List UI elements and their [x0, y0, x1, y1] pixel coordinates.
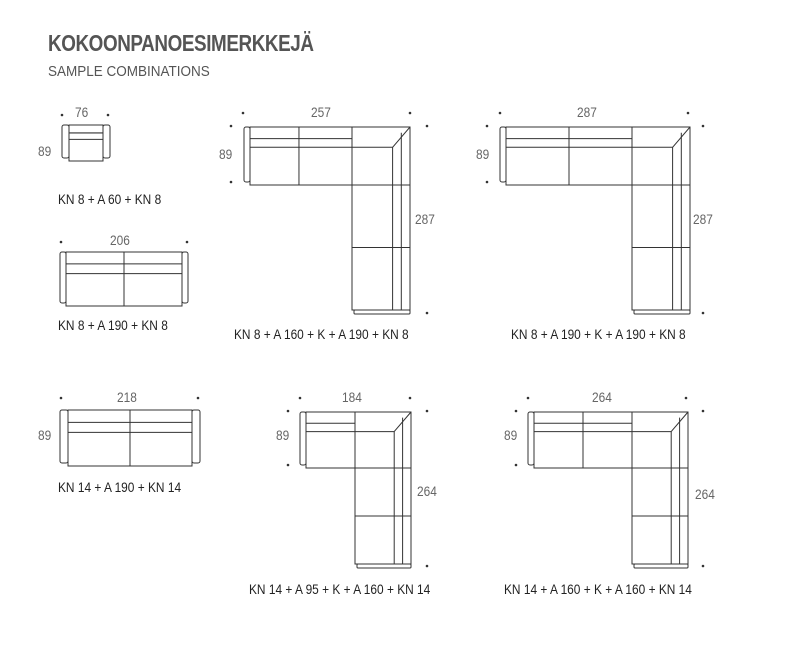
dimension-dot [299, 397, 302, 400]
dimension-dot [287, 464, 290, 467]
armrest [634, 564, 688, 568]
armrest [528, 412, 534, 465]
dimension-dot [409, 397, 412, 400]
dimension-dot [426, 565, 429, 568]
depth-label: 89 [219, 146, 233, 162]
width-label: 264 [592, 389, 612, 405]
armrest [60, 410, 68, 463]
dimension-dot [685, 397, 688, 400]
armrest [182, 252, 188, 303]
top-module [250, 127, 410, 185]
width-label: 184 [342, 389, 362, 405]
combination-caption: KN 8 + A 60 + KN 8 [58, 191, 162, 207]
dimension-dot [242, 112, 245, 115]
combination-caption: KN 14 + A 160 + K + A 160 + KN 14 [504, 581, 692, 597]
width-label: 218 [117, 389, 137, 405]
width-label: 206 [110, 232, 130, 248]
dimension-dot [702, 125, 705, 128]
dimension-dot [107, 114, 110, 117]
depth-label: 89 [504, 427, 518, 443]
depth-label: 89 [38, 143, 52, 159]
dimension-dot [230, 181, 233, 184]
combination-caption: KN 14 + A 95 + K + A 160 + KN 14 [249, 581, 431, 597]
dimension-dot [409, 112, 412, 115]
armrest [62, 125, 69, 158]
combination-caption: KN 14 + A 190 + KN 14 [58, 479, 182, 495]
armrest [354, 310, 410, 314]
combination-caption: KN 8 + A 190 + KN 8 [58, 317, 168, 333]
top-module [306, 412, 411, 468]
armrest [244, 127, 250, 182]
armrest [60, 252, 66, 303]
dimension-dot [486, 181, 489, 184]
length-label: 287 [415, 211, 435, 227]
depth-label: 89 [476, 146, 490, 162]
depth-label: 89 [276, 427, 290, 443]
width-label: 287 [577, 104, 597, 120]
armrest [300, 412, 306, 465]
length-label: 287 [693, 211, 713, 227]
length-label: 264 [417, 483, 437, 499]
armrest [500, 127, 506, 182]
depth-label: 89 [38, 427, 52, 443]
dimension-dot [702, 410, 705, 413]
dimension-dot [60, 241, 63, 244]
top-module [534, 412, 688, 468]
width-label: 76 [75, 104, 89, 120]
top-module [506, 127, 690, 185]
dimension-dot [702, 565, 705, 568]
width-label: 257 [311, 104, 331, 120]
armrest [634, 310, 690, 314]
dimension-dot [702, 312, 705, 315]
page-subtitle: SAMPLE COMBINATIONS [48, 63, 210, 80]
dimension-dot [486, 125, 489, 128]
dimension-dot [287, 410, 290, 413]
dimension-dot [426, 410, 429, 413]
page-title: KOKOONPANOESIMERKKEJÄ [48, 30, 314, 56]
dimension-dot [186, 241, 189, 244]
dimension-dot [197, 397, 200, 400]
armrest [103, 125, 110, 158]
dimension-dot [426, 125, 429, 128]
combination-caption: KN 8 + A 190 + K + A 190 + KN 8 [511, 326, 686, 342]
dimension-dot [61, 114, 64, 117]
armrest [357, 564, 411, 568]
sofa-body [69, 125, 103, 161]
dimension-dot [515, 464, 518, 467]
combination-caption: KN 8 + A 160 + K + A 190 + KN 8 [234, 326, 409, 342]
dimension-dot [230, 125, 233, 128]
dimension-dot [515, 410, 518, 413]
length-label: 264 [695, 486, 715, 502]
dimension-dot [499, 112, 502, 115]
armrest [192, 410, 200, 463]
dimension-dot [527, 397, 530, 400]
dimension-dot [426, 312, 429, 315]
dimension-dot [60, 397, 63, 400]
dimension-dot [687, 112, 690, 115]
